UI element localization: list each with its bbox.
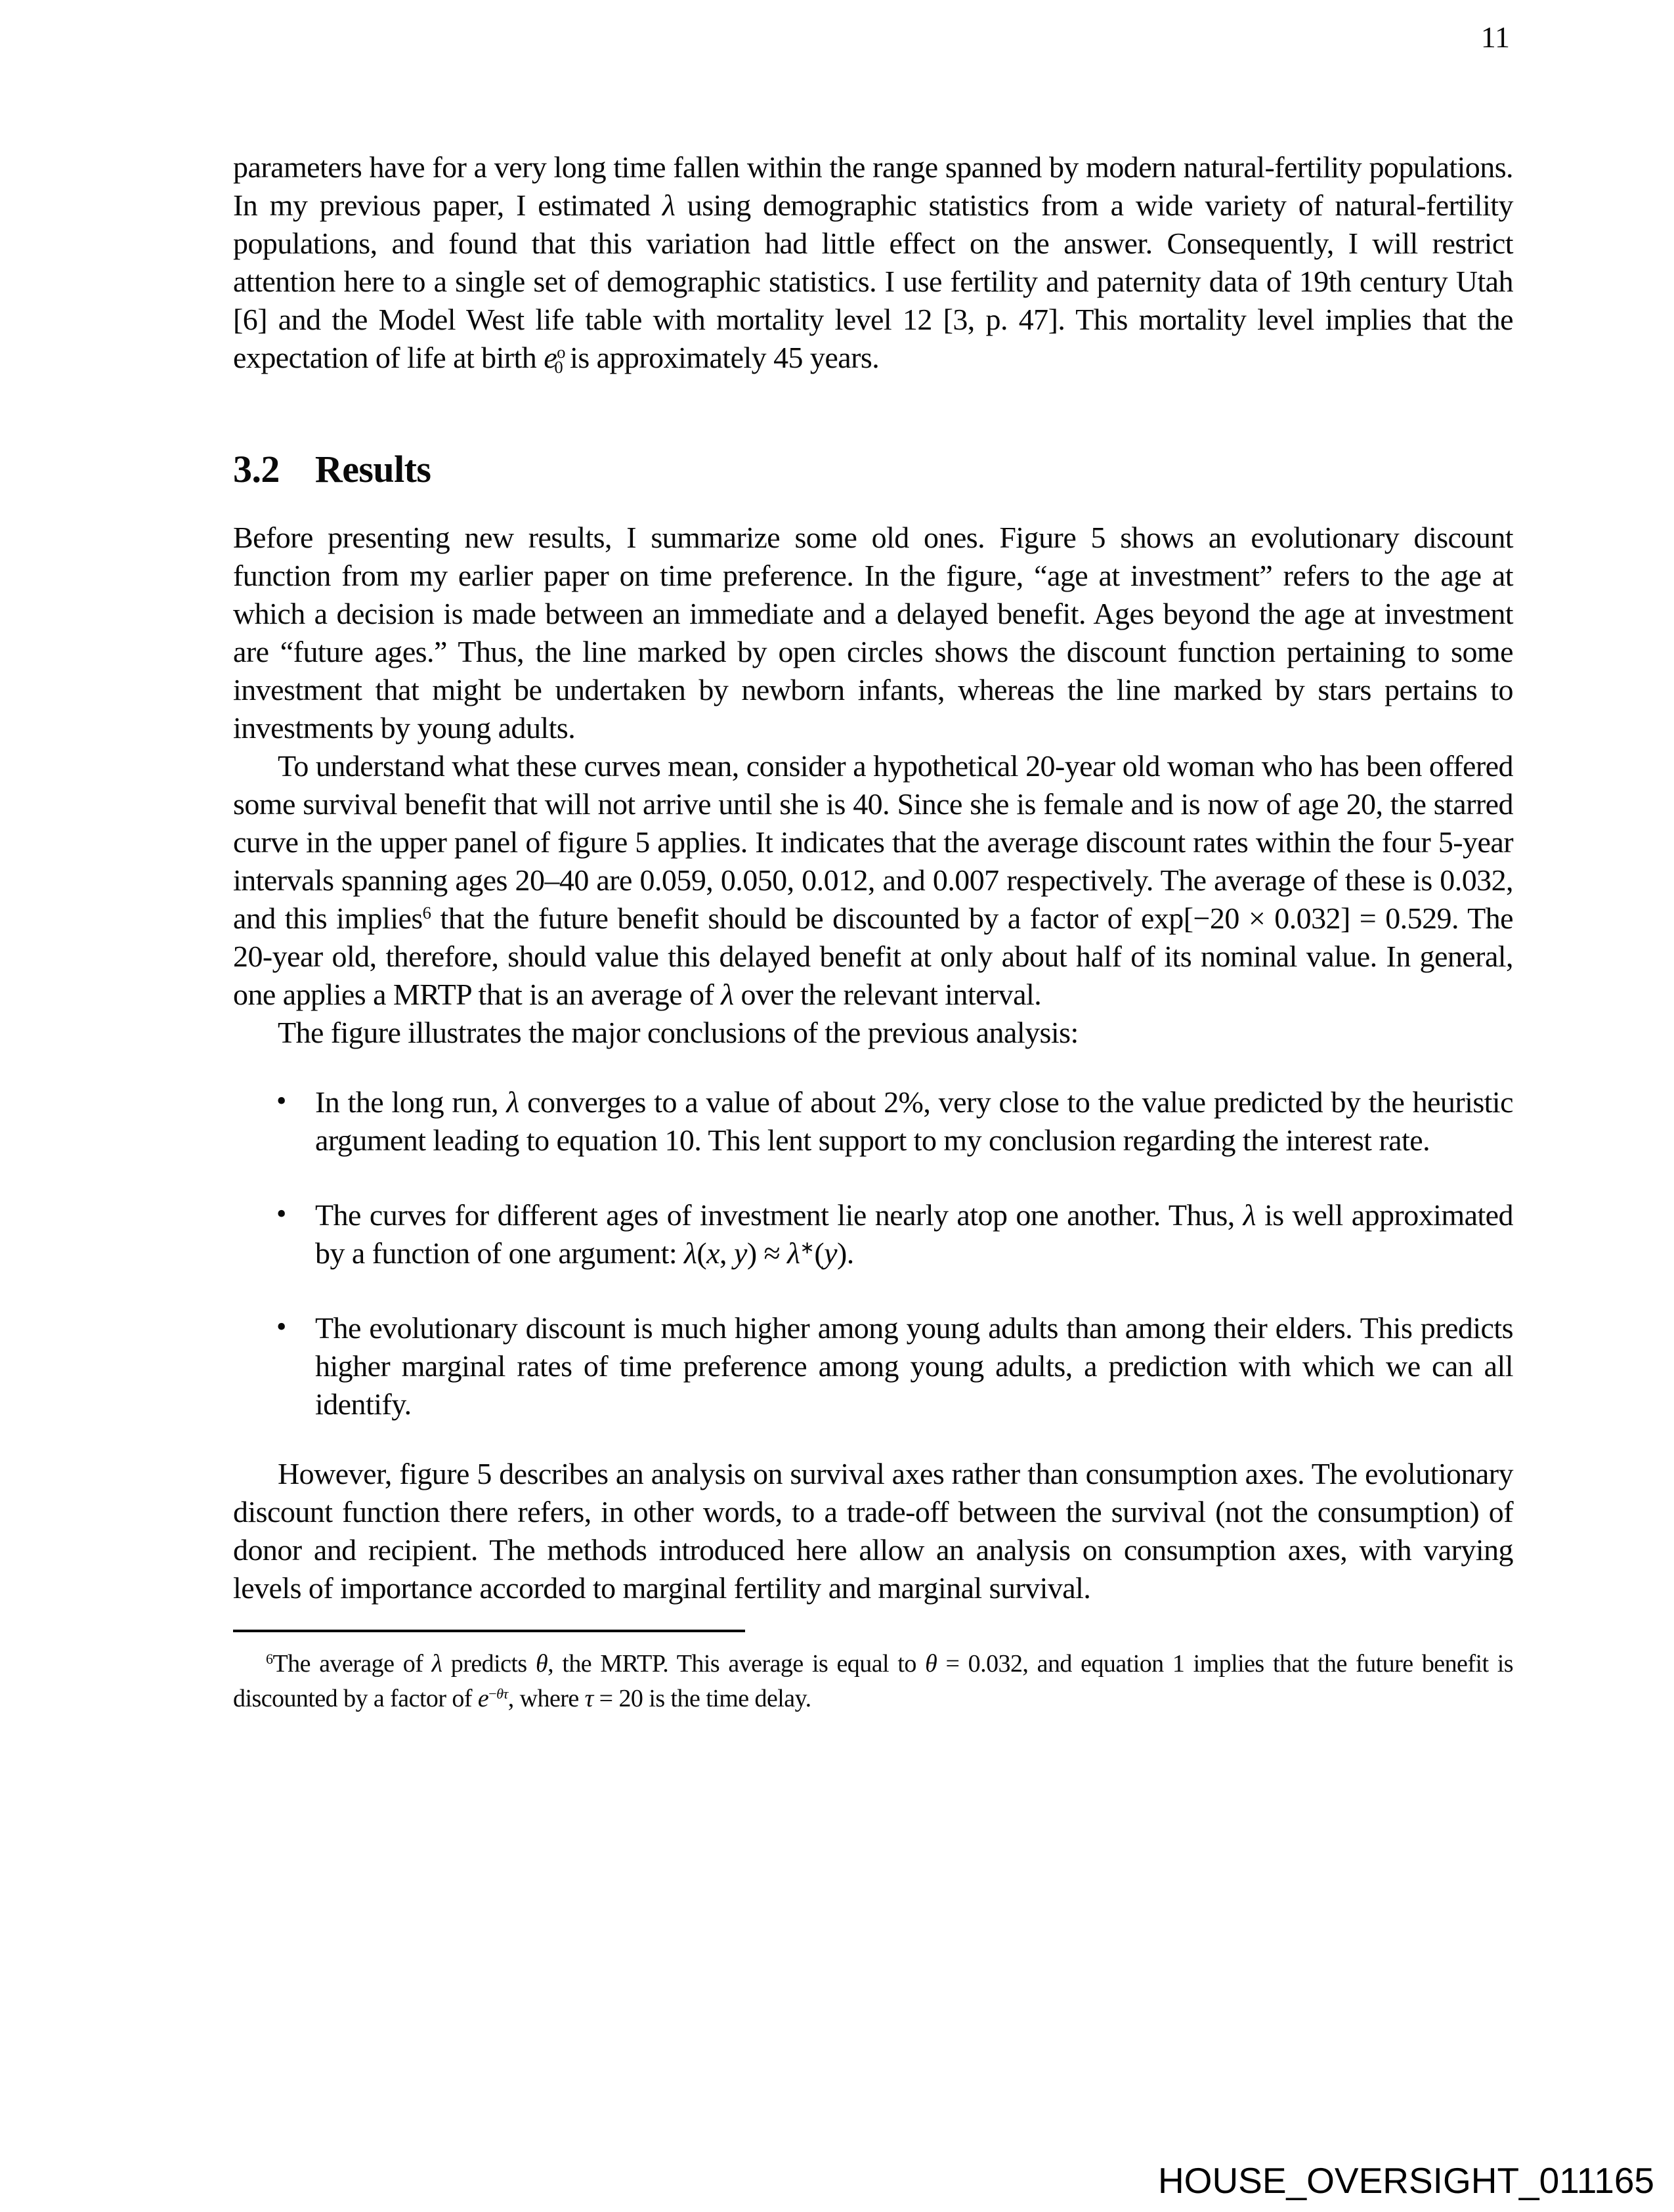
list-item-long-run xyxy=(233,1083,1513,1160)
paragraph-figure-conclusions-lead: The figure illustrates the major conclusions of the previous analysis: xyxy=(278,1016,1079,1049)
conclusions-list xyxy=(233,1083,1513,1423)
list-item-young-adults xyxy=(233,1309,1513,1423)
paragraph-example-woman: To understand what these curves mean, consider a hypothetical 20-year old woman who has been offered some survival benefit that will not arrive until she is 40. Since she is female and is now of age 20, the starred curve in the upper panel of figure 5 applies. It indicates that the average discount rates within the four 5-year intervals spanning ages 20–40 are 0.059, 0.050, 0.012, and 0.007 respectively. The average of these is 0.032, and this implies$^6$ that the future benefit should be discounted by a factor of exp[−20 × 0.032] = 0.529. The 20-year old, therefore, should value this delayed benefit at only about half of its nominal value. In general, one applies a MRTP that is an average of λ over the relevant interval. xyxy=(233,749,1513,1011)
list-item-text: The evolutionary discount is much higher among young adults than among their elders. This predicts higher marginal rates of time preference among young adults, a prediction with which we can all identify. xyxy=(315,1311,1513,1421)
list-item-curves-atop xyxy=(233,1196,1513,1272)
bullet-icon: • xyxy=(276,1198,286,1230)
list-item-text: The curves for different ages of investment lie nearly atop one another. Thus, λ is well approximated by a function of one argument: λ(x, y) ≈ λ∗(y). xyxy=(315,1198,1513,1270)
section-heading xyxy=(233,446,1513,492)
paragraph-results-intro: Before presenting new results, I summarize some old ones. Figure 5 shows an evolutionary discount function from my earlier paper on time preference. In the figure, “age at investment” refers to the age at which a decision is made between an immediate and a delayed benefit. Ages beyond the age at investment are “future ages.” Thus, the line marked by open circles shows the discount function pertaining to some investment that might be undertaken by newborn infants, whereas the line marked by stars pertains to investments by young adults. xyxy=(233,521,1513,745)
page-content xyxy=(233,148,1513,1716)
footnote: $^6$The average of λ predicts θ, the MRTP. This average is equal to θ = 0.032, and equation 1 implies that the future benefit is discounted by a factor of $e^{-\theta\tau}$, where τ = 20 is the time delay. xyxy=(233,1650,1513,1712)
footnote-rule xyxy=(233,1630,745,1632)
section-number: 3.2 xyxy=(233,448,280,490)
page-number: 11 xyxy=(1480,20,1510,54)
bullet-icon: • xyxy=(276,1085,286,1117)
section-title: Results xyxy=(314,448,431,490)
bates-stamp: HOUSE_OVERSIGHT_011165 xyxy=(1157,2160,1654,2201)
paragraph-however-survival-axes: However, figure 5 describes an analysis on survival axes rather than consumption axes. The evolutionary discount function there refers, in other words, to a trade-off between the survival (not the consumption) of donor and recipient. The methods introduced here allow an analysis on consumption axes, with varying levels of importance accorded to marginal fertility and marginal survival. xyxy=(233,1457,1513,1605)
paragraph-demographic-parameters: parameters have for a very long time fallen within the range spanned by modern natural-fertility populations. In my previous paper, I estimated λ using demographic statistics from a wide variety of natural-fertility populations, and found that this variation had little effect on the answer. Consequently, I will restrict attention here to a single set of demographic statistics. I use fertility and paternity data of 19th century Utah [6] and the Model West life table with mortality level 12 [3, p. 47]. This mortality level implies that the expectation of life at birth $e^o_0$ is approximately 45 years. xyxy=(233,150,1513,377)
list-item-text: In the long run, λ converges to a value of about 2%, very close to the value predicted by the heuristic argument leading to equation 10. This lent support to my conclusion regarding the interest rate. xyxy=(315,1085,1513,1157)
bullet-icon: • xyxy=(276,1311,286,1343)
